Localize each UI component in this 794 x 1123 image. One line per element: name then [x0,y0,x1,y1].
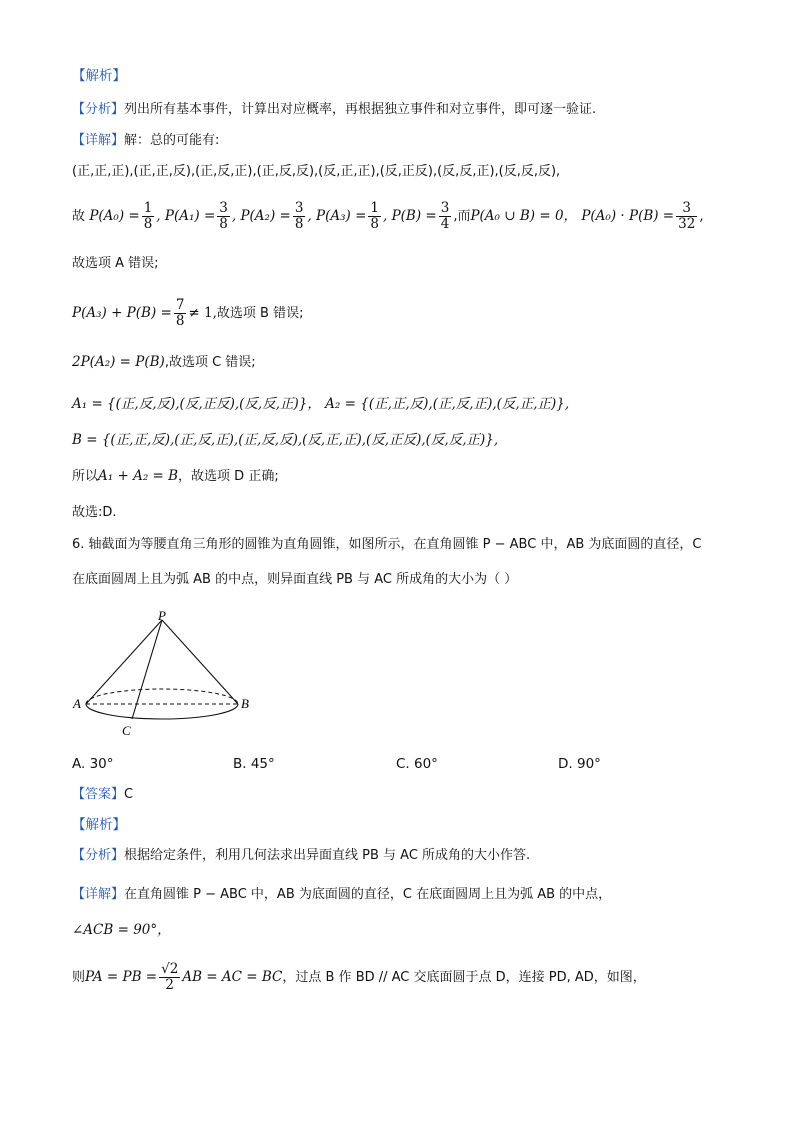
analysis-tag: 【解析】 [72,68,126,84]
frac-num: 3 [676,201,697,217]
answer-value: C [124,787,134,802]
set-a1: A₁ = {(正,反,反),(反,正反),(反,反,正)}， [72,396,321,412]
expr: A₁ + A₂ = B [98,468,179,484]
analysis-line [72,100,596,120]
xiangjie-text: 解：总的可能有: [124,133,220,148]
frac-p3 [368,201,381,232]
fenxi-text: 根据给定条件，利用几何法求出异面直线 PB 与 AC 所成角的大小作答. [124,848,531,863]
text: ,故选项 C 错误; [164,355,256,370]
frac-p1 [217,201,230,232]
fenxi-text: 列出所有基本事件，计算出对应概率，再根据独立事件和对立事件，即可逐一验证. [124,102,597,117]
option-a: A. 30° [72,756,114,772]
frac-num: 3 [294,200,304,216]
p-a2: , P(A₂) = [231,208,291,224]
analysis-line-2 [72,846,530,866]
answer-tag: 【答案】 [72,787,125,802]
p-a3: , P(A₃) = [307,208,367,224]
xiangjie-text: 在直角圆锥 P − ABC 中，AB 为底面圆的直径，C 在底面圆周上且为弧 AB 的中点， [124,887,612,902]
tail: ≠ 1, [188,305,217,321]
set-a2: A₂ = {(正,正,反),(正,反,正),(反,正,正)}, [325,396,570,412]
label-p: P [158,608,166,623]
answer-line [72,785,133,805]
frac-den: 8 [175,313,185,329]
option-b: B. 45° [233,756,275,772]
p-a0: P(A₀) = [89,208,140,224]
frac-num: 1 [370,200,379,216]
p-product: P(A₀) · P(B) = [581,208,675,224]
label-b: B [241,696,249,711]
frac-den: 8 [294,216,304,232]
frac-den: 8 [219,216,228,232]
base-back-dashed [86,689,238,704]
base-front [86,704,238,719]
choice-d: 故选:D. [72,505,117,520]
label-a: A [73,696,81,711]
xiangjie-tag: 【详解】 [72,887,125,902]
pre: 则 [72,970,86,985]
frac-num: √2 [161,961,179,977]
expr: P(A₃) + P(B) = [72,305,172,321]
fenxi-tag: 【分析】 [72,102,125,117]
frac-num: 3 [440,200,450,216]
question-6-line2: 在底面圆周上且为弧 AB 的中点，则异面直线 PB 与 AC 所成角的大小为（ ） [72,572,518,587]
frac-den: 2 [165,977,175,993]
frac-prod [676,201,697,232]
frac-num: 7 [175,297,185,313]
frac-p0 [142,201,155,232]
frac-num: 1 [143,200,153,216]
text: ，故选项 D 正确; [178,469,279,484]
frac-den: 8 [370,216,379,232]
option-b-line [72,298,303,329]
p-union: P(A₀ ∪ B) = 0， [470,208,578,224]
p-a1: , P(A₁) = [156,208,216,224]
section-analysis-heading-2 [72,815,126,835]
option-d-line [72,466,279,487]
text: ，过点 B 作 BD // AC 交底面圆于点 D，连接 PD, AD，如图， [282,970,646,985]
expr1: PA = PB = [85,969,158,985]
probability-line [72,201,704,232]
expr2: AB = AC = BC [182,969,283,985]
right-angle-line: ∠ACB = 90°， [72,922,171,938]
analysis-tag: 【解析】 [72,817,126,833]
edge-pb [162,620,238,704]
frac-pb [439,201,452,232]
prefix-text: 故 [72,209,86,224]
frac-den: 32 [678,216,696,232]
detail-line [72,131,219,151]
cone-figure [72,606,262,746]
length-line [72,962,646,993]
frac-num: 3 [219,200,228,216]
pre: 所以 [72,469,99,484]
section-analysis-heading [72,66,126,86]
label-c: C [122,723,131,738]
end-comma: , [699,208,704,224]
option-d: D. 90° [558,756,601,772]
option-c-line [72,352,256,373]
p-b: , P(B) = [382,208,437,224]
expr: 2P(A₂) = P(B) [72,354,165,370]
detail-line-2 [72,885,611,905]
option-a-wrong: 故选项 A 错误; [72,256,159,271]
frac-den: 4 [440,216,450,232]
edge-pa [86,620,162,704]
question-6-line1: 6. 轴截面为等腰直角三角形的圆锥为直角圆锥，如图所示，在直角圆锥 P − ABC 中，AB 为底面圆的直径，C [72,537,702,552]
frac-sqrt2-2 [159,962,180,993]
option-c: C. 60° [396,756,438,772]
text: 故选项 B 错误; [216,306,304,321]
xiangjie-tag: 【详解】 [72,133,125,148]
outcomes-list: (正,正,正),(正,正,反),(正,反,正),(正,反,反),(反,正,正),(反,正反),(反,反,正),(反,反,反), [72,164,561,179]
frac-p2 [293,201,306,232]
sets-line-1 [72,394,569,414]
fenxi-tag: 【分析】 [72,848,125,863]
frac-7-8 [174,298,187,329]
frac-den: 8 [143,216,153,232]
mid-text: ,而 [453,209,471,224]
set-b: B = {(正,正,反),(正,反,正),(正,反,反),(反,正,正),(反,正反),(反,反,正)}, [72,432,499,448]
